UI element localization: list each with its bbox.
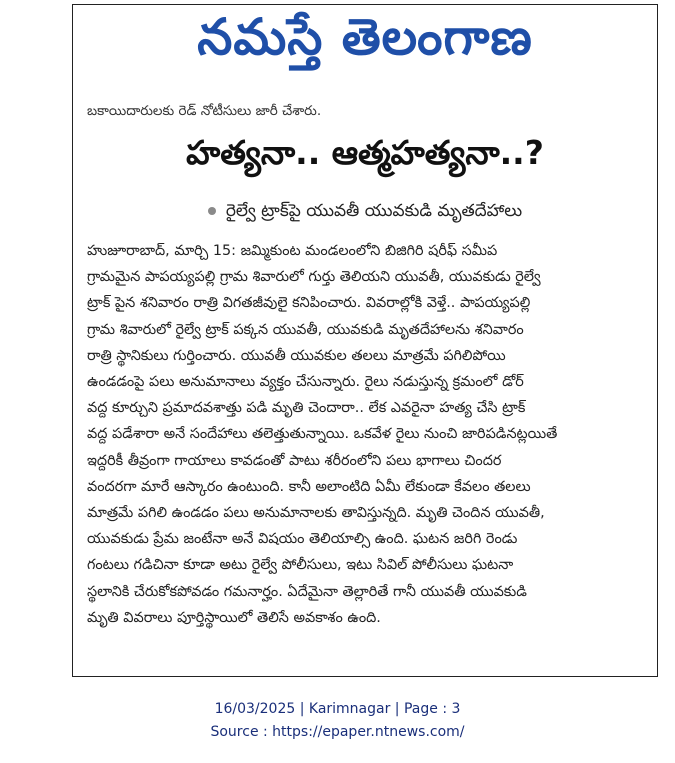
footer [0,698,675,744]
body-line: గ్రామ శివారులో రైల్వే ట్రాక్ పక్కన యువతీ, యువకుడి మృతదేహాలను శనివారం [87,321,524,338]
body-line: వద్ద పడేశారా అనే సందేహాలు తలెత్తుతున్నాయి. ఒకవేళ రైలు నుంచి జారిపడినట్లయితే [87,426,558,443]
body-line: హుజూరాబాద్, మార్చి 15: జమ్మికుంట మండలంలోని బిజిగిరి షరీఫ్ సమీప [87,243,498,259]
article-body [87,238,645,631]
headline: హత్యనా.. ఆత్మహత్యనా..? [186,133,544,172]
body-line: ఉండడంపై పలు అనుమానాలు వ్యక్తం చేసున్నారు. రైలు నడుస్తున్న క్రమంలో డోర్ [87,374,524,391]
masthead [73,7,657,79]
body-line: ట్రాక్ పైన శనివారం రాత్రి విగతజీవులై కనిపించారు. వివరాల్లోకి వెళ్తే.. పాపయ్యపల్లి [87,295,531,312]
body-line: గంటలు గడిచినా కూడా అటు రైల్వే పోలీసులు, ఇటు సివిల్ పోలీసులు ఘటనా [87,557,514,574]
edition-line: 16/03/2025 | Karimnagar | Page : 3 [214,701,461,717]
source-line: Source : https://epaper.ntnews.com/ [210,724,465,740]
body-line: యువకుడు ప్రేమ జంటేనా అనే విషయం తెలియాల్సి ఉంది. ఘటన జరిగి రెండు [87,531,518,548]
bullet-icon [208,207,216,215]
clipping-frame [72,4,658,677]
body-line: వద్ద కూర్చుని ప్రమాదవశాత్తు పడి మృతి చెందారా.. లేక ఎవరైనా హత్య చేసి ట్రాక్ [87,400,526,417]
body-line: రాత్రి స్థానికులు గుర్తించారు. యువతీ యువకుల తలలు మాత్రమే పగిలిపోయి [87,347,506,364]
subheadline-text: రైల్వే ట్రాక్‌పై యువతీ యువకుడి మృతదేహాలు [225,201,523,221]
body-line: మాత్రమే పగిలి ఉండడం పలు అనుమానాలకు తావిస్తున్నది. మృతి చెందిన యువతీ, [87,505,545,522]
subheadline [73,201,657,225]
body-line: ఇద్దరికీ తీవ్రంగా గాయాలు కావడంతో పాటు శరీరంలోని పలు భాగాలు చిందర [87,452,502,469]
body-line: స్థలానికి చేరుకోకపోవడం గమనార్హం. ఏదేమైనా తెల్లారితే గానీ యువతీ యువకుడి [87,583,527,600]
body-line: గ్రామమైన పాపయ్యపల్లి గ్రామ శివారులో గుర్తు తెలియని యువతీ, యువకుడు రైల్వే [87,269,541,286]
previous-article-tail: బకాయిదారులకు రెడ్ నోటీసులు జారీ చేశారు. [87,103,322,119]
masthead-logo: నమస్తే తెలంగాణ [197,7,533,66]
body-line: మృతి వివరాలు పూర్తిస్థాయిలో తెలిసే అవకాశం ఉంది. [87,609,381,626]
body-line: వందరగా మారే ఆస్కారం ఉంటుంది. కానీ అలాంటిది ఏమీ లేకుండా కేవలం తలలు [87,478,531,495]
